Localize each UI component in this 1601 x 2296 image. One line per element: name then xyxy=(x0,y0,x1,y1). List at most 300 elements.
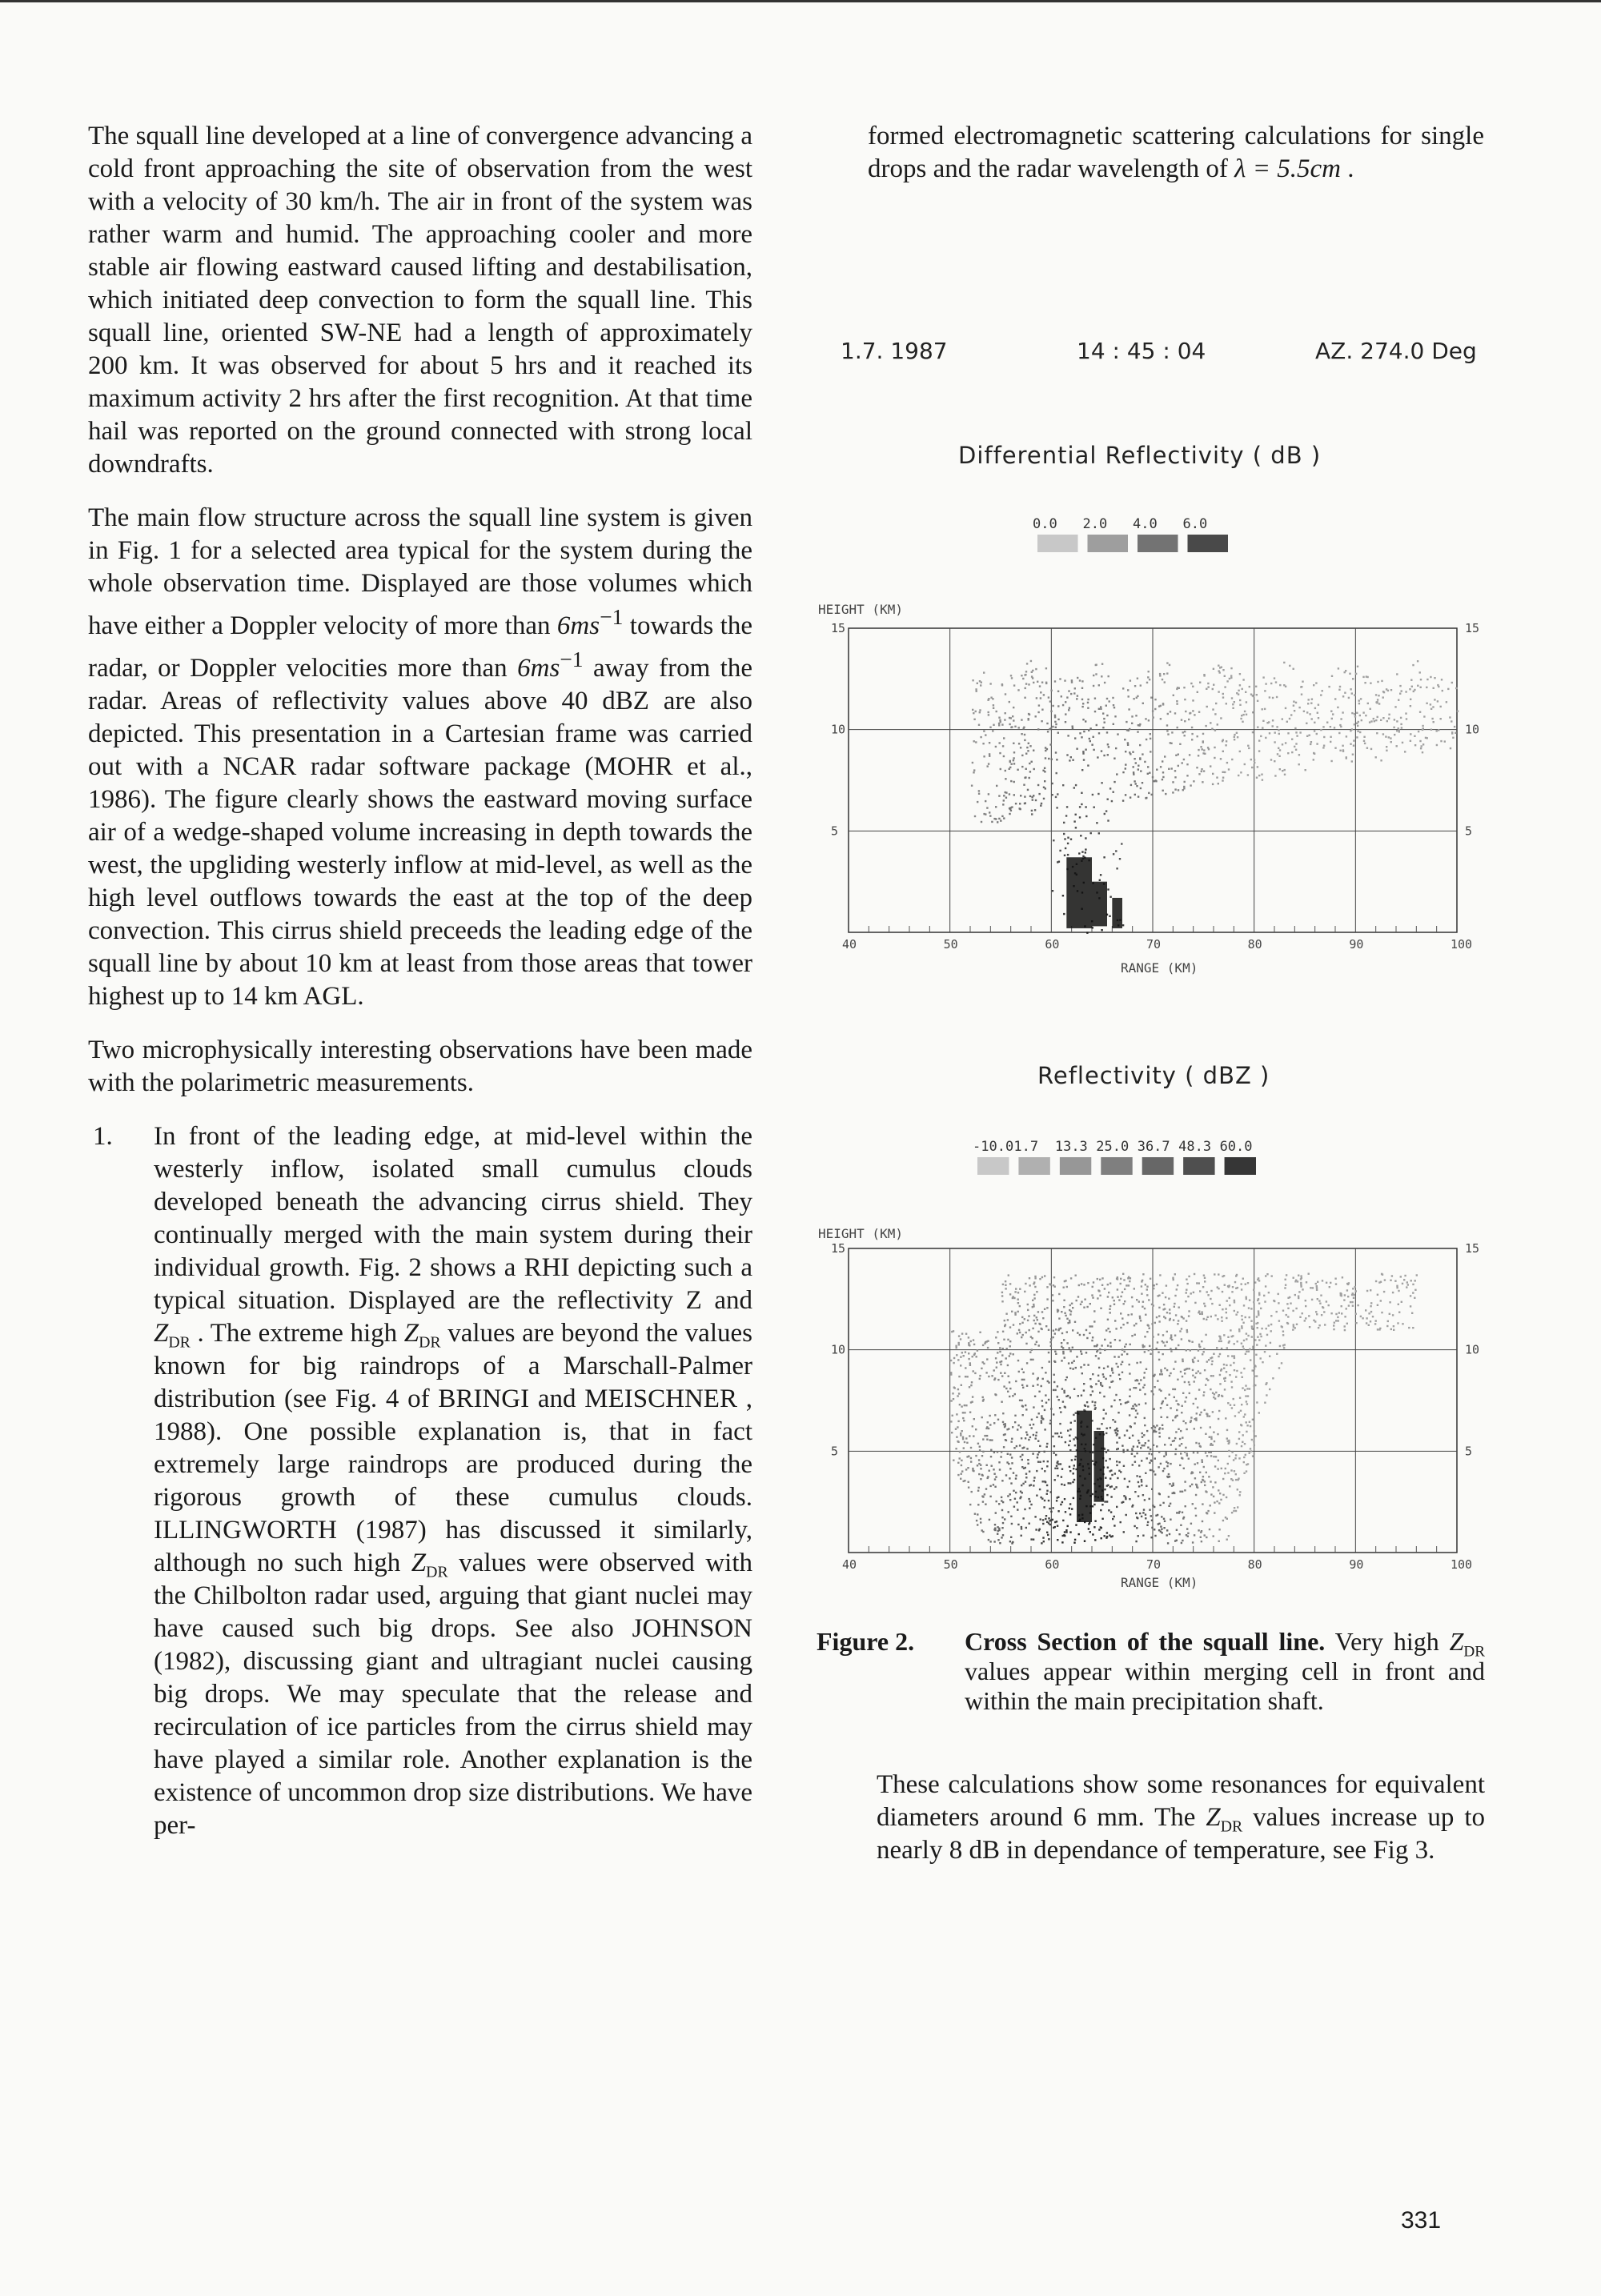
dbz-echo-cell xyxy=(1210,1493,1212,1495)
zdr-echo-cell xyxy=(981,821,982,823)
dbz-echo-cell xyxy=(1033,1424,1034,1425)
zdr-echo-cell xyxy=(1057,691,1059,692)
dbz-echo-cell xyxy=(1037,1457,1038,1458)
zdr-echo-cell xyxy=(1052,705,1053,707)
dbz-echo-cell xyxy=(1000,1372,1001,1374)
dbz-echo-cell xyxy=(1253,1289,1254,1291)
zdr-echo-cell xyxy=(1274,760,1275,762)
dbz-echo-cell xyxy=(961,1473,962,1475)
dbz-echo-cell xyxy=(972,1396,973,1397)
dbz-echo-cell xyxy=(1246,1332,1247,1334)
dbz-echo-cell xyxy=(1039,1278,1041,1280)
dbz-echo-cell xyxy=(1028,1498,1029,1500)
dbz-echo-cell xyxy=(1097,1375,1099,1376)
dbz-echo-cell xyxy=(1182,1360,1183,1362)
dbz-echo-cell xyxy=(1144,1308,1146,1309)
dbz-echo-cell xyxy=(979,1375,981,1376)
dbz-legend-swatch xyxy=(1101,1157,1132,1175)
dbz-echo-cell xyxy=(1176,1512,1178,1513)
dbz-echo-cell xyxy=(1258,1292,1260,1294)
dbz-echo-cell xyxy=(1222,1276,1223,1277)
dbz-echo-cell xyxy=(1040,1518,1041,1520)
dbz-echo-cell xyxy=(1117,1477,1118,1479)
dbz-echo-cell xyxy=(1271,1275,1273,1276)
dbz-echo-cell xyxy=(957,1388,959,1390)
dbz-echo-cell xyxy=(1041,1405,1043,1407)
dbz-echo-cell xyxy=(1065,1441,1066,1443)
dbz-echo-cell xyxy=(1129,1498,1130,1500)
zdr-echo-cell xyxy=(1154,708,1156,710)
dbz-echo-cell xyxy=(1219,1353,1221,1355)
dbz-echo-cell xyxy=(1105,1432,1107,1434)
dbz-echo-cell xyxy=(1053,1445,1055,1447)
dbz-echo-cell xyxy=(1136,1362,1138,1364)
dbz-echo-cell xyxy=(986,1340,988,1342)
zdr-echo-cell xyxy=(1081,803,1082,805)
zdr-echo-cell xyxy=(1101,750,1102,751)
dbz-echo-cell xyxy=(1168,1473,1170,1475)
dbz-echo-cell xyxy=(1050,1338,1052,1340)
zdr-echo-cell xyxy=(1282,770,1283,771)
dbz-echo-cell xyxy=(1207,1510,1209,1512)
zdr-echo-cell xyxy=(1293,705,1294,707)
zdr-echo-cell xyxy=(1417,660,1418,662)
dbz-echo-cell xyxy=(1094,1539,1096,1541)
dbz-echo-cell xyxy=(1099,1392,1101,1393)
dbz-echo-cell xyxy=(987,1421,989,1423)
zdr-echo-cell xyxy=(1430,729,1432,731)
zdr-echo-cell xyxy=(1127,744,1129,746)
dbz-echo-cell xyxy=(1011,1441,1013,1442)
dbz-echo-cell xyxy=(1265,1275,1266,1276)
zdr-echo-cell xyxy=(1079,816,1081,818)
zdr-echo-cell xyxy=(1334,747,1336,749)
dbz-echo-cell xyxy=(1045,1515,1047,1517)
zdr-echo-cell xyxy=(1201,771,1202,772)
dbz-echo-cell xyxy=(971,1401,973,1403)
dbz-echo-cell xyxy=(1037,1311,1039,1312)
dbz-echo-cell xyxy=(965,1376,966,1377)
dbz-echo-cell xyxy=(968,1336,969,1338)
dbz-echo-cell xyxy=(986,1439,988,1441)
zdr-echo-cell xyxy=(1396,720,1398,722)
dbz-echo-cell xyxy=(1226,1347,1228,1348)
zdr-echo-cell xyxy=(1279,749,1281,751)
dbz-echo-cell xyxy=(1045,1481,1046,1483)
zdr-echo-cell xyxy=(1067,854,1069,855)
dbz-echo-cell xyxy=(1028,1439,1029,1441)
dbz-echo-cell xyxy=(1149,1345,1150,1347)
dbz-echo-cell xyxy=(1150,1537,1152,1538)
dbz-echo-cell xyxy=(1069,1470,1071,1472)
dbz-echo-cell xyxy=(1032,1306,1033,1308)
dbz-echo-cell xyxy=(1374,1323,1376,1324)
zdr-echo-cell xyxy=(1306,735,1308,737)
dbz-echo-cell xyxy=(1182,1517,1184,1519)
dbz-echo-cell xyxy=(984,1435,985,1437)
zdr-legend-swatch xyxy=(1188,535,1229,552)
dbz-echo-cell xyxy=(1255,1323,1257,1324)
dbz-echo-cell xyxy=(1226,1300,1228,1301)
dbz-echo-cell xyxy=(1244,1389,1246,1391)
dbz-echo-cell xyxy=(1069,1350,1071,1352)
zdr-echo-cell xyxy=(1142,753,1143,755)
dbz-echo-cell xyxy=(1143,1345,1145,1347)
dbz-echo-cell xyxy=(1202,1461,1203,1463)
dbz-echo-cell xyxy=(1202,1313,1203,1315)
dbz-echo-cell xyxy=(1406,1286,1407,1288)
dbz-echo-cell xyxy=(1246,1421,1247,1423)
dbz-echo-cell xyxy=(999,1469,1001,1470)
dbz-echo-cell xyxy=(956,1437,957,1438)
dbz-echo-cell xyxy=(1017,1299,1019,1300)
dbz-y-tick-label-right: 5 xyxy=(1465,1444,1473,1459)
dbz-echo-cell xyxy=(1029,1485,1030,1486)
dbz-echo-cell xyxy=(1387,1320,1389,1322)
zdr-y-tick-label-right: 5 xyxy=(1465,823,1473,839)
zdr-echo-cell xyxy=(1238,775,1239,776)
dbz-echo-cell xyxy=(1205,1334,1206,1336)
zdr-echo-cell xyxy=(1064,838,1065,839)
dbz-echo-cell xyxy=(1190,1485,1191,1487)
dbz-echo-cell xyxy=(1052,1294,1053,1296)
zdr-echo-cell xyxy=(1091,744,1093,746)
dbz-echo-cell xyxy=(1365,1309,1366,1311)
dbz-echo-cell xyxy=(1066,1318,1068,1320)
dbz-echo-cell xyxy=(1186,1320,1187,1321)
dbz-echo-cell xyxy=(1231,1386,1233,1388)
zdr-echo-cell xyxy=(1386,720,1388,722)
dbz-echo-cell xyxy=(1064,1484,1065,1485)
dbz-echo-cell xyxy=(1120,1403,1122,1404)
dbz-echo-cell xyxy=(1401,1301,1402,1303)
dbz-echo-cell xyxy=(1044,1275,1045,1276)
dbz-echo-cell xyxy=(1150,1449,1151,1450)
dbz-echo-cell xyxy=(961,1352,963,1353)
dbz-echo-cell xyxy=(1177,1379,1178,1380)
dbz-echo-cell xyxy=(1046,1521,1048,1523)
dbz-echo-cell xyxy=(1182,1420,1184,1422)
dbz-echo-cell xyxy=(1017,1428,1018,1430)
dbz-echo-cell xyxy=(1247,1282,1249,1284)
zdr-echo-cell xyxy=(1258,750,1260,751)
dbz-echo-cell xyxy=(993,1469,994,1470)
zdr-echo-cell xyxy=(1425,737,1426,739)
dbz-echo-cell xyxy=(1068,1445,1069,1446)
dbz-echo-cell xyxy=(1221,1395,1222,1396)
dbz-echo-cell xyxy=(1377,1294,1378,1296)
dbz-echo-cell xyxy=(1298,1291,1300,1292)
zdr-echo-cell xyxy=(1130,753,1131,755)
dbz-echo-cell xyxy=(1241,1424,1242,1426)
zdr-echo-cell xyxy=(1135,783,1137,784)
dbz-echo-cell xyxy=(978,1487,980,1489)
zdr-echo-cell xyxy=(1314,707,1316,709)
dbz-echo-cell xyxy=(1162,1334,1164,1336)
zdr-echo-cell xyxy=(1444,740,1446,742)
dbz-echo-cell xyxy=(1149,1498,1150,1500)
dbz-echo-cell xyxy=(1198,1282,1200,1284)
dbz-echo-cell xyxy=(1225,1417,1226,1419)
zdr-echo-cell xyxy=(1366,675,1367,677)
dbz-echo-cell xyxy=(1287,1316,1289,1317)
zdr-echo-cell xyxy=(1162,776,1164,778)
dbz-echo-cell xyxy=(1049,1520,1050,1521)
zdr-echo-cell xyxy=(1013,743,1014,744)
zdr-echo-cell xyxy=(1330,736,1331,738)
dbz-echo-cell xyxy=(1186,1329,1188,1331)
dbz-echo-cell xyxy=(1202,1353,1203,1355)
dbz-echo-cell xyxy=(1033,1480,1035,1481)
zdr-echo-cell xyxy=(1426,679,1428,680)
dbz-echo-cell xyxy=(1298,1296,1299,1297)
dbz-echo-cell xyxy=(1235,1314,1237,1316)
dbz-echo-cell xyxy=(1057,1539,1058,1541)
dbz-echo-cell xyxy=(1205,1384,1206,1385)
dbz-echo-cell xyxy=(1384,1279,1386,1280)
zdr-echo-cell xyxy=(1133,766,1134,767)
dbz-echo-cell xyxy=(1022,1414,1024,1416)
dbz-echo-cell xyxy=(1154,1408,1155,1410)
zdr-echo-cell xyxy=(1085,815,1087,817)
dbz-echo-cell xyxy=(1338,1312,1340,1313)
zdr-echo-cell xyxy=(1357,666,1358,667)
dbz-echo-cell xyxy=(1100,1382,1101,1384)
dbz-echo-cell xyxy=(1134,1491,1136,1493)
dbz-echo-cell xyxy=(1035,1529,1037,1530)
dbz-echo-cell xyxy=(1198,1388,1200,1390)
dbz-echo-cell xyxy=(1169,1533,1170,1535)
zdr-echo-cell xyxy=(979,711,981,713)
zdr-echo-cell xyxy=(1154,780,1155,782)
dbz-echo-cell xyxy=(1009,1499,1011,1501)
dbz-echo-cell xyxy=(1044,1470,1045,1472)
dbz-echo-cell xyxy=(1282,1310,1284,1312)
dbz-echo-cell xyxy=(1366,1290,1368,1292)
dbz-echo-cell xyxy=(1302,1288,1303,1290)
zdr-echo-cell xyxy=(1386,746,1387,747)
zdr-echo-cell xyxy=(1190,784,1191,786)
dbz-echo-cell xyxy=(1392,1292,1394,1293)
zdr-echo-cell xyxy=(1437,700,1438,702)
dbz-echo-cell xyxy=(1335,1320,1337,1321)
zdr-echo-cell xyxy=(1405,691,1406,692)
dbz-echo-cell xyxy=(1100,1308,1101,1309)
zdr-echo-cell xyxy=(1122,924,1124,926)
zdr-echo-cell xyxy=(977,801,978,803)
dbz-echo-cell xyxy=(1237,1340,1238,1342)
dbz-echo-cell xyxy=(1191,1471,1193,1473)
zdr-echo-cell xyxy=(1024,734,1025,735)
dbz-echo-cell xyxy=(1381,1312,1382,1313)
dbz-echo-cell xyxy=(1081,1395,1082,1396)
dbz-echo-cell xyxy=(1011,1457,1013,1458)
dbz-echo-cell xyxy=(1002,1522,1004,1524)
dbz-echo-cell xyxy=(1410,1305,1411,1307)
zdr-echo-cell xyxy=(1246,714,1247,715)
dbz-echo-cell xyxy=(1106,1532,1108,1533)
dbz-echo-cell xyxy=(1043,1541,1045,1542)
dbz-echo-cell xyxy=(1178,1533,1180,1535)
dbz-echo-cell xyxy=(1148,1324,1150,1326)
zdr-echo-cell xyxy=(1278,747,1279,749)
zdr-panel-title: Differential Reflectivity ( dB ) xyxy=(958,442,1322,469)
dbz-echo-cell xyxy=(993,1369,995,1371)
zdr-echo-cell xyxy=(1125,794,1126,795)
zdr-echo-cell xyxy=(1457,711,1459,712)
dbz-echo-cell xyxy=(1118,1461,1120,1463)
dbz-echo-cell xyxy=(1243,1461,1245,1463)
dbz-echo-cell xyxy=(1154,1427,1156,1428)
dbz-echo-cell xyxy=(1397,1322,1398,1324)
dbz-echo-cell xyxy=(1120,1278,1122,1280)
dbz-echo-cell xyxy=(1204,1277,1206,1279)
zdr-echo-cell xyxy=(1342,695,1344,697)
dbz-echo-cell xyxy=(1159,1436,1161,1437)
dbz-echo-cell xyxy=(1039,1461,1041,1463)
dbz-echo-cell xyxy=(997,1539,999,1541)
zdr-echo-cell xyxy=(1188,719,1190,720)
zdr-echo-cell xyxy=(979,709,981,711)
dbz-echo-cell xyxy=(1030,1538,1032,1540)
dbz-echo-cell xyxy=(1150,1278,1151,1280)
zdr-echo-cell xyxy=(1167,733,1169,735)
dbz-echo-cell xyxy=(1121,1501,1122,1503)
dbz-echo-cell xyxy=(1001,1354,1003,1356)
zdr-echo-cell xyxy=(1015,803,1017,804)
dbz-echo-cell xyxy=(972,1425,973,1427)
zdr-echo-cell xyxy=(1334,727,1335,728)
dbz-echo-cell xyxy=(985,1504,986,1505)
dbz-echo-cell xyxy=(978,1473,980,1475)
zdr-echo-cell xyxy=(1423,715,1425,717)
zdr-echo-cell xyxy=(1103,755,1105,756)
dbz-echo-cell xyxy=(1223,1368,1225,1369)
dbz-echo-cell xyxy=(1175,1415,1177,1416)
zdr-echo-cell xyxy=(1370,708,1371,710)
dbz-echo-cell xyxy=(1158,1359,1160,1360)
dbz-echo-cell xyxy=(1140,1320,1142,1321)
zdr-echo-cell xyxy=(1054,680,1056,682)
dbz-echo-cell xyxy=(1223,1364,1225,1365)
dbz-echo-cell xyxy=(1205,1433,1206,1435)
dbz-echo-cell xyxy=(1164,1444,1166,1445)
zdr-echo-cell xyxy=(1202,752,1204,754)
zdr-legend-label: 2.0 xyxy=(1082,516,1108,532)
dbz-echo-cell xyxy=(1182,1437,1183,1438)
dbz-echo-cell xyxy=(1170,1407,1171,1408)
zdr-echo-cell xyxy=(1285,707,1286,709)
dbz-echo-cell xyxy=(1158,1295,1159,1296)
dbz-echo-cell xyxy=(1158,1315,1160,1316)
dbz-echo-cell xyxy=(1006,1428,1008,1430)
zdr-echo-cell xyxy=(999,752,1001,754)
zdr-echo-cell xyxy=(1158,705,1160,707)
dbz-echo-cell xyxy=(1177,1284,1178,1286)
dbz-echo-cell xyxy=(1244,1413,1246,1415)
dbz-echo-cell xyxy=(1101,1277,1103,1279)
zdr-echo-cell xyxy=(1047,731,1049,732)
zdr-echo-cell xyxy=(1066,754,1068,755)
dbz-echo-cell xyxy=(968,1352,969,1354)
dbz-echo-cell xyxy=(1039,1445,1041,1447)
dbz-echo-cell xyxy=(999,1361,1001,1363)
zdr-echo-cell xyxy=(1028,743,1029,744)
dbz-echo-cell xyxy=(1285,1284,1286,1286)
zdr-echo-cell xyxy=(1272,719,1274,721)
dbz-echo-cell xyxy=(1103,1409,1105,1411)
dbz-echo-cell xyxy=(1061,1388,1063,1389)
dbz-echo-cell xyxy=(1195,1515,1197,1517)
dbz-echo-cell xyxy=(1034,1516,1036,1517)
dbz-echo-cell xyxy=(1416,1274,1418,1276)
dbz-echo-cell xyxy=(1202,1503,1203,1505)
dbz-echo-cell xyxy=(1038,1451,1040,1453)
zdr-echo-cell xyxy=(1380,759,1382,761)
dbz-echo-cell xyxy=(1182,1317,1184,1319)
dbz-echo-cell xyxy=(1162,1340,1163,1342)
dbz-echo-cell xyxy=(1222,1494,1224,1496)
zdr-echo-cell xyxy=(1057,705,1059,707)
dbz-echo-cell xyxy=(1105,1378,1106,1380)
dbz-echo-cell xyxy=(1117,1356,1119,1357)
dbz-echo-cell xyxy=(1242,1376,1243,1378)
dbz-echo-cell xyxy=(1114,1320,1116,1321)
zdr-echo-cell xyxy=(993,724,994,726)
zdr-echo-cell xyxy=(1062,784,1064,786)
zdr-echo-cell xyxy=(1451,682,1453,683)
dbz-echo-cell xyxy=(1102,1373,1104,1375)
dbz-echo-cell xyxy=(1370,1320,1371,1322)
zdr-echo-cell xyxy=(1154,699,1156,700)
dbz-echo-cell xyxy=(1064,1498,1065,1500)
zdr-echo-cell xyxy=(1377,681,1378,683)
dbz-echo-cell xyxy=(1219,1374,1221,1376)
zdr-echo-cell xyxy=(1232,703,1234,705)
dbz-echo-cell xyxy=(1181,1412,1182,1413)
dbz-echo-cell xyxy=(1234,1357,1235,1359)
dbz-echo-cell xyxy=(1124,1434,1126,1436)
dbz-echo-cell xyxy=(964,1480,965,1481)
zdr-echo-cell xyxy=(1049,728,1050,730)
zdr-echo-cell xyxy=(1355,673,1357,675)
dbz-echo-cell xyxy=(1166,1341,1168,1343)
zdr-echo-cell xyxy=(1174,776,1176,778)
zdr-echo-cell xyxy=(1136,785,1138,787)
zdr-echo-cell xyxy=(1081,736,1082,738)
dbz-echo-cell xyxy=(1103,1376,1105,1377)
dbz-echo-cell xyxy=(1218,1489,1219,1491)
zdr-echo-cell xyxy=(1282,743,1283,745)
dbz-echo-cell xyxy=(1412,1292,1414,1293)
dbz-echo-cell xyxy=(1180,1430,1182,1432)
dbz-echo-cell xyxy=(1037,1461,1039,1463)
zdr-echo-cell xyxy=(1252,731,1254,733)
dbz-echo-cell xyxy=(1249,1300,1250,1301)
zdr-echo-cell xyxy=(1240,771,1242,773)
zdr-echo-cell xyxy=(972,679,973,681)
dbz-echo-cell xyxy=(981,1455,983,1457)
dbz-echo-stipple xyxy=(950,1273,1418,1545)
zdr-echo-cell xyxy=(1103,856,1105,858)
dbz-echo-cell xyxy=(1029,1523,1030,1525)
dbz-echo-cell xyxy=(1201,1541,1202,1542)
dbz-echo-cell xyxy=(1109,1308,1110,1310)
dbz-echo-cell xyxy=(1140,1447,1142,1449)
zdr-echo-cell xyxy=(1200,746,1202,747)
dbz-echo-cell xyxy=(1151,1323,1153,1324)
dbz-echo-cell xyxy=(1124,1288,1126,1290)
